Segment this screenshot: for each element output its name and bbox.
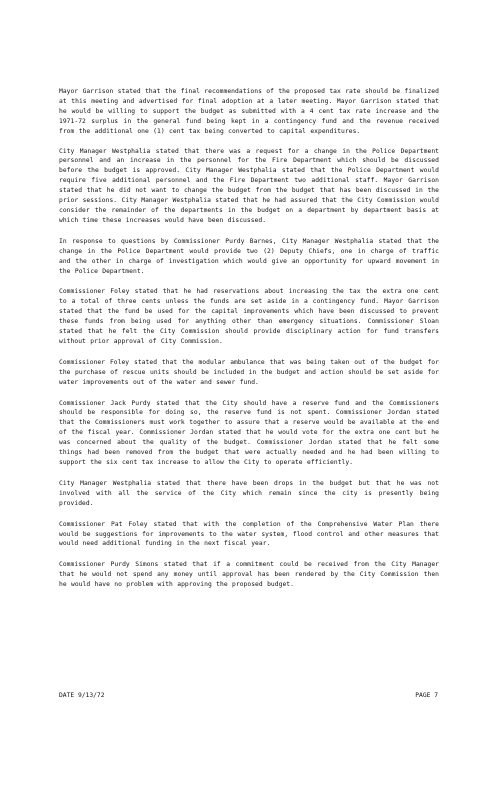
paragraph-ambulance: Commissioner Foley stated that the modular ambulance that was being taken out of the budget for the purchase of rescue units should be included in the budget and action should be set aside for water improvements out of the water and sewer fund. bbox=[59, 358, 439, 386]
paragraph-budget-drops: City Manager Westphalia stated that there have been drops in the budget but that he was not involved with all the service of the City which remain since the city is presently being provided. bbox=[59, 479, 439, 507]
footer-date: DATE 9/13/72 bbox=[59, 692, 105, 699]
paragraph-commitment: Commissioner Purdy Simons stated that if a commitment could be received from the City Manager that he would not spend any money until approval has been rendered by the City Commission then he would have no problem with approving the proposed budget. bbox=[59, 561, 439, 589]
paragraph-reserve-fund: Commissioner Jack Purdy stated that the City should have a reserve fund and the Commissioners should be responsible for doing so, the reserve fund is not spent. Commissioner Jordan stated that the Commissioners must work together to assure that a reserve would be available at the end of the fiscal year. Commissioner Jordan stated that he would vote for the extra one cent but he was concerned about the quality of the budget. Commissioner Jordan stated that he felt some things had been removed from the budget that were actually needed and he had been willing to support the six cent tax increase to allow the City to operate efficiently. bbox=[59, 399, 439, 466]
footer-page-number: PAGE 7 bbox=[415, 692, 438, 699]
minutes-body bbox=[59, 87, 439, 601]
paragraph-water-plan: Commissioner Pat Foley stated that with the completion of the Comprehensive Water Plan there would be suggestions for improvements to the water system, flood control and other measures that would need additional funding in the next fiscal year. bbox=[59, 520, 439, 548]
paragraph-police-change: In response to questions by Commissioner Purdy Barnes, City Manager Westphalia stated that the change in the Police Department would provide two (2) Deputy Chiefs, one in charge of traffic and the other in charge of investigation which would give an opportunity for upward movement in the Police Department. bbox=[59, 237, 439, 275]
paragraph-contingency-fund: Commissioner Foley stated that he had reservations about increasing the tax the extra one cent to a total of three cents unless the funds are set aside in a contingency fund. Mayor Garrison stated that the fund be used for the capital improvements which have been discussed to prevent these funds from being used for anything other than emergency situations. Commissioner Sloan stated that he felt the City Commission should provide disciplinary action for fund transfers without prior approval of City Commission. bbox=[59, 288, 439, 345]
paragraph-tax-rate: Mayor Garrison stated that the final recommendations of the proposed tax rate should be finalized at this meeting and advertised for final adoption at a later meeting. Mayor Garrison stated that he would be willing to support the budget as submitted with a 4 cent tax rate increase and the 1971-72 surplus in the general fund being kept in a contingency fund and the revenue received from the additional one (1) cent tax being converted to capital expenditures. bbox=[59, 88, 439, 135]
paragraph-personnel-request: City Manager Westphalia stated that there was a request for a change in the Police Department personnel and an increase in the personnel for the Fire Department which should be discussed before the budget is approved. City Manager Westphalia stated that the Police Department would require five additional personnel and the Fire Department two additional staff. Mayor Garrison stated that he did not want to change the budget from the budget that has been discussed in the prior sessions. City Manager Westphalia stated that he had assured that the City Commission would consider the remainder of the departments in the budget on a department by department basis at which time these increases would have been discussed. bbox=[59, 147, 439, 224]
